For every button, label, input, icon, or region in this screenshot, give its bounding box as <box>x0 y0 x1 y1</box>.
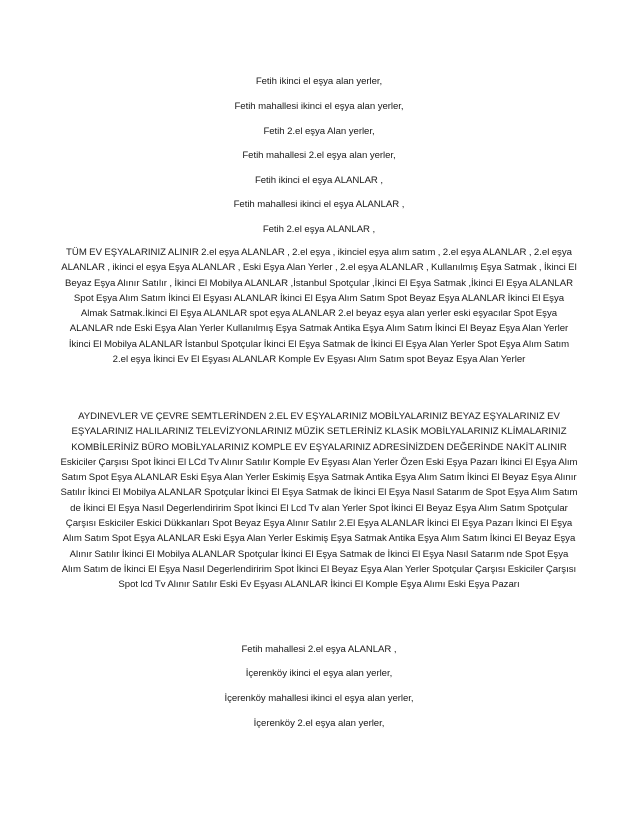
heading-line: Fetih ikinci el eşya alan yerler, <box>255 76 383 87</box>
footer-line: İçerenköy 2.el eşya alan yerler, <box>253 718 385 729</box>
heading-line: Fetih mahallesi 2.el eşya alan yerler, <box>242 150 396 161</box>
footer-line: Fetih mahallesi 2.el eşya ALANLAR , <box>241 644 397 655</box>
body-paragraph: AYDINEVLER VE ÇEVRE SEMTLERİNDEN 2.EL EV EŞYALARINIZ MOBİLYALARINIZ BEYAZ EŞYALARINIZ EV EŞYALARINIZ HALILARINIZ TELEVİZYONLARINIZ MÜZİK SETLERİNİZ KLASİK MOBİLYALARINIZ KLİMALARINIZ KOMBİLERİNİZ BÜRO MOBİLYALARINIZ KOMPLE EV EŞYALARINIZ ADRESİNİZDEN DEĞERİNDE NAKİT ALINIR Eskiciler Çarşısı Spot İkinci El LCd Tv Alınır Satılır Komple Ev Eşyası Alan Yerler Özen Eski Eşya Pazarı İkinci El Eşya Alım Satım Spot Eşya ALANLAR Eski Eşya Alan Yerler Eskimiş Eşya Satmak Antika Eşya Alım Satım İkinci El Beyaz Eşya Alınır Satılır İkinci El Mobilya ALANLAR Spotçular İkinci El Eşya Satmak de İkinci El Eşya Nasıl Satarım de Spot Eşya Alım Satım de İkinci El Eşya Nasıl Degerlendiririm Spot İkinci El Lcd Tv alan Yerler Spot İkinci El Beyaz Eşya Alım Satım Spotçular Çarşısı Eskiciler Eskici Dükkanları Spot Beyaz Eşya Alınır Satılır 2.El Eşya ALANLAR İkinci El Eşya Pazarı İkinci El Eşya Alım Satım Spot Eşya ALANLAR Eski Eşya Alan Yerler Eskimiş Eşya Satmak Antika Eşya Alım Satım İkinci El Beyaz Eşya Alınır Satılır İkinci El Mobilya ALANLAR Spotçular İkinci El Eşya Satmak de İkinci El Eşya Nasıl Satarım nde Spot Eşya Alım Satım de İkinci El Eşya Nasıl Degerlendiririm Spot İkinci El Beyaz Eşya Alan Yerler Spotçular Çarşısı Eskiciler Çarşısı Spot lcd Tv Alınır Satılır Eski Ev Eşyası ALANLAR İkinci El Komple Eşya Alımı Eski Eşya Pazarı <box>60 411 578 591</box>
heading-line: Fetih ikinci el eşya ALANLAR , <box>254 175 384 186</box>
heading-line: Fetih 2.el eşya ALANLAR , <box>262 224 376 235</box>
footer-line: İçerenköy mahallesi ikinci el eşya alan yerler, <box>224 693 414 704</box>
footer-line: İçerenköy ikinci el eşya alan yerler, <box>245 668 393 679</box>
body-paragraph: TÜM EV EŞYALARINIZ ALINIR 2.el eşya ALANLAR , 2.el eşya , ikinciel eşya alım satım , 2.el eşya ALANLAR , 2.el eşya ALANLAR , ikinci el eşya Eşya ALANLAR , Eski Eşya Alan Yerler , 2.el eşya ALANLAR , Kullanılmış Eşya Satmak , İkinci El Beyaz Eşya Alınır Satılır , İkinci El Mobilya ALANLAR ,İstanbul Spotçular ,İkinci El Eşya Satmak ,İkinci El Eşya ALANLAR Spot Eşya Alım Satım İkinci El Eşyası ALANLAR İkinci El Eşya Alım Satım Spot Beyaz Eşya ALANLAR İkinci El Eşya Almak Satmak.İkinci El Eşya ALANLAR spot eşya ALANLAR 2.el beyaz eşya alan yerler eski eşyacılar Spot Eşya ALANLAR nde Eski Eşya Alan Yerler Kullanılmış Eşya Satmak Antika Eşya Alım Satım İkinci El Beyaz Eşya Alan Yerler İkinci El Mobilya ALANLAR İstanbul Spotçular İkinci El Eşya Satmak de İkinci El Eşya Alan Yerler Spot Eşya Alım Satım 2.el eşya İkinci Ev El Eşyası ALANLAR Komple Ev Eşyası Alım Satım spot Beyaz Eşya Alan Yerler <box>61 247 577 366</box>
heading-line: Fetih 2.el eşya Alan yerler, <box>263 126 375 137</box>
heading-line: Fetih mahallesi ikinci el eşya ALANLAR , <box>233 199 405 210</box>
heading-line: Fetih mahallesi ikinci el eşya alan yerler, <box>234 101 404 112</box>
